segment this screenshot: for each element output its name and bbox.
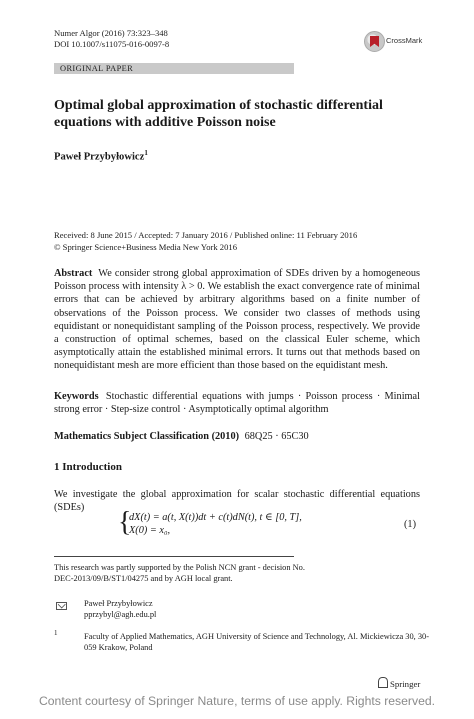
equation-line-1: dX(t) = a(t, X(t))dt + c(t)dN(t), t ∈ [0, T], — [129, 512, 302, 523]
msc-label: Mathematics Subject Classification (2010) — [54, 431, 240, 442]
article-type-banner — [54, 63, 294, 74]
funding-footnote: This research was partly supported by the Polish NCN grant - decision No. DEC-2013/09/B/ST1/04275 and by AGH local grant. — [54, 563, 305, 583]
equation-number: (1) — [404, 519, 417, 530]
msc-text: 68Q25 · 65C30 — [244, 431, 309, 442]
article-history — [54, 230, 424, 253]
keywords-label: Keywords — [54, 391, 99, 402]
courtesy-watermark: Content courtesy of Springer Nature, terms of use apply. Rights reserved. — [38, 694, 436, 708]
equation-system — [129, 511, 302, 537]
keywords-text: Stochastic differential equations with jumps · Poisson process · Minimal strong error · Step-size control · Asymptotically optimal algorithm — [54, 391, 420, 416]
equation-line-2: X(0) = x₀, — [129, 525, 171, 536]
abstract-text: We consider strong global approximation of SDEs driven by a homogeneous Poisson process with intensity λ > 0. We establish the exact convergence rate of minimal errors that can be achieved by arbitrary algorithms based on a finite number of observations of the Poisson process. We consider two classes of methods using equidistant or nonequidistant sampling of the Poisson process, respectively. We provide a construction of optimal schemes, based on the classical Euler scheme, which asymptotically attain the established minimal errors. It turns out that methods based on nonequidistant mesh are more efficient than those based on the equidistant mesh. — [54, 268, 421, 372]
author-affil-marker: 1 — [144, 149, 148, 157]
history-dates: Received: 8 June 2015 / Accepted: 7 January 2016 / Published online: 11 February 2016 — [54, 230, 358, 240]
author-line — [54, 149, 148, 163]
abstract — [54, 267, 420, 373]
section-heading: 1 Introduction — [54, 461, 122, 473]
doi-line[interactable]: DOI 10.1007/s11075-016-0097-8 — [54, 39, 170, 49]
keywords — [54, 390, 420, 416]
crossmark-icon — [364, 31, 385, 52]
corresponding-author — [84, 598, 156, 620]
envelope-icon — [56, 602, 67, 610]
journal-citation — [54, 28, 169, 50]
author-name: Paweł Przybyłowicz — [54, 151, 145, 163]
journal-line: Numer Algor (2016) 73:323–348 — [54, 28, 168, 38]
intro-paragraph: We investigate the global approximation for scalar stochastic differential equations (SDEs) — [54, 489, 420, 514]
publisher-name: Springer — [390, 679, 421, 689]
publisher-logo — [378, 677, 420, 689]
paper-title: Optimal global approximation of stochastic differential equations with additive Poisson noise — [54, 98, 383, 130]
crossmark-label: CrossMark — [386, 36, 423, 45]
springer-horse-icon — [378, 677, 388, 688]
crossmark-badge[interactable] — [364, 31, 442, 53]
footnote-divider — [54, 556, 294, 557]
affiliation-number: 1 — [54, 629, 58, 637]
affiliation-text: Faculty of Applied Mathematics, AGH University of Science and Technology, Al. Mickiewicza 30, 30-059 Krakow, Poland — [84, 632, 430, 652]
contact-name: Paweł Przybyłowicz — [84, 599, 153, 608]
contact-email[interactable]: pprzybyl@agh.edu.pl — [84, 610, 157, 619]
copyright-line: © Springer Science+Business Media New York 2016 — [54, 241, 237, 252]
msc-classification — [54, 430, 420, 443]
abstract-label: Abstract — [54, 268, 93, 279]
article-type-label: ORIGINAL PAPER — [60, 64, 134, 73]
equation-brace: { — [118, 507, 132, 538]
